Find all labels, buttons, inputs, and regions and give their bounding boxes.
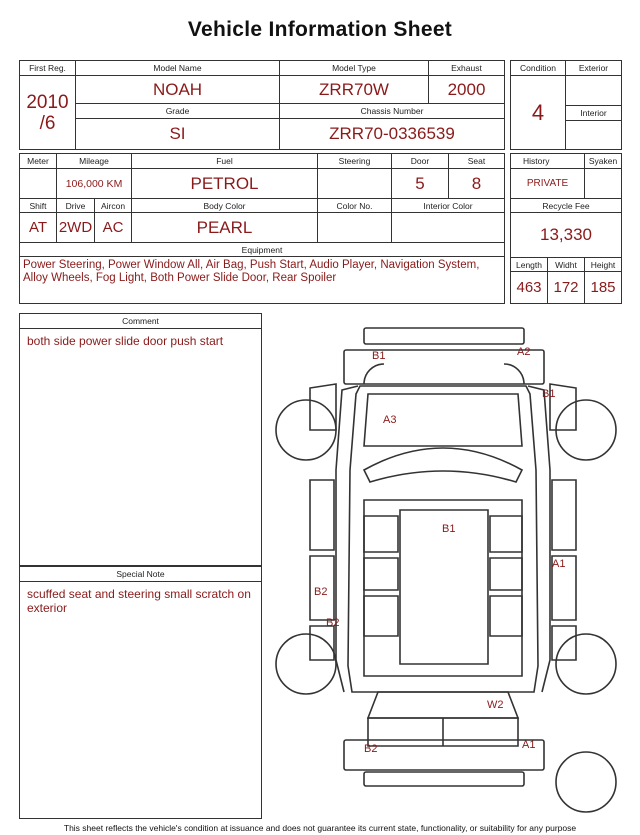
damage-mark: B1 — [542, 388, 556, 400]
condition-grid — [510, 60, 622, 150]
mileage-value: 106,000 KM — [57, 169, 132, 199]
drive-value: 2WD — [57, 213, 95, 243]
meter-label: Meter — [20, 154, 57, 169]
damage-mark: B1 — [442, 523, 456, 535]
history-value: PRIVATE — [511, 169, 585, 199]
damage-mark: B1 — [372, 350, 386, 362]
comment-text: both side power slide door push start — [27, 334, 224, 348]
interior-color-label: Interior Color — [392, 199, 505, 213]
body-color-value: PEARL — [132, 213, 318, 243]
aircon-label: Aircon — [95, 199, 132, 213]
width-value: 172 — [548, 272, 585, 304]
interior-value — [566, 121, 622, 150]
condition-label: Condition — [511, 61, 566, 76]
interior-label: Interior — [566, 106, 622, 121]
first-reg-month: /6 — [39, 112, 56, 134]
shift-label: Shift — [20, 199, 57, 213]
first-reg-label: First Reg. — [20, 61, 76, 76]
grade-value: SI — [76, 119, 280, 150]
body-color-label: Body Color — [132, 199, 318, 213]
history-label: History — [511, 154, 585, 169]
car-damage-diagram — [268, 320, 618, 820]
shift-value: AT — [20, 213, 57, 243]
door-label: Door — [392, 154, 449, 169]
history-grid — [510, 153, 622, 304]
mileage-label: Mileage — [57, 154, 132, 169]
chassis-number-value: ZRR70-0336539 — [280, 119, 505, 150]
first-reg-cell — [20, 76, 76, 150]
exhaust-value: 2000 — [429, 76, 505, 104]
chassis-number-label: Chassis Number — [280, 104, 505, 119]
grade-label: Grade — [76, 104, 280, 119]
fuel-label: Fuel — [132, 154, 318, 169]
model-type-label: Model Type — [280, 61, 429, 76]
steering-label: Steering — [318, 154, 392, 169]
spec-grid — [19, 153, 505, 304]
door-value: 5 — [392, 169, 449, 199]
damage-mark: A1 — [552, 558, 566, 570]
footer-disclaimer: This sheet reflects the vehicle's condition at issuance and does not guarantee its current state, functionality, or suitability for any purpose — [63, 823, 577, 833]
first-reg-year: 2010 — [26, 91, 69, 113]
meter-value — [20, 169, 57, 199]
car-outline — [268, 320, 618, 820]
model-name-label: Model Name — [76, 61, 280, 76]
exhaust-label: Exhaust — [429, 61, 505, 76]
top-info-grid — [19, 60, 505, 150]
damage-mark: A2 — [517, 346, 531, 358]
color-no-value — [318, 213, 392, 243]
comment-box — [19, 313, 262, 566]
width-label: Widht — [548, 258, 585, 272]
seat-label: Seat — [449, 154, 505, 169]
damage-mark: B2 — [326, 617, 340, 629]
syaken-label: Syaken — [585, 154, 622, 169]
recycle-fee-value: 13,330 — [511, 213, 622, 258]
damage-mark: A1 — [522, 739, 536, 751]
condition-value: 4 — [511, 76, 566, 150]
damage-mark: B2 — [314, 586, 328, 598]
interior-color-value — [392, 213, 505, 243]
special-note-text: scuffed seat and steering small scratch on exterior — [27, 587, 251, 615]
damage-mark: B2 — [364, 743, 378, 755]
height-label: Height — [585, 258, 622, 272]
fuel-value: PETROL — [132, 169, 318, 199]
equipment-cell — [20, 257, 505, 304]
syaken-value — [585, 169, 622, 199]
comment-label: Comment — [20, 314, 261, 329]
page-title: Vehicle Information Sheet — [187, 18, 453, 41]
special-note-box — [19, 566, 262, 819]
exterior-label: Exterior — [566, 61, 622, 76]
height-value: 185 — [585, 272, 622, 304]
recycle-fee-label: Recycle Fee — [511, 199, 622, 213]
exterior-value — [566, 76, 622, 106]
damage-mark: W2 — [487, 699, 504, 711]
color-no-label: Color No. — [318, 199, 392, 213]
drive-label: Drive — [57, 199, 95, 213]
aircon-value: AC — [95, 213, 132, 243]
special-note-label: Special Note — [20, 567, 261, 582]
length-label: Length — [511, 258, 548, 272]
length-value: 463 — [511, 272, 548, 304]
steering-value — [318, 169, 392, 199]
equipment-label: Equipment — [20, 243, 505, 257]
damage-mark: A3 — [383, 414, 397, 426]
seat-value: 8 — [449, 169, 505, 199]
model-name-value: NOAH — [76, 76, 280, 104]
model-type-value: ZRR70W — [280, 76, 429, 104]
equipment-value: Power Steering, Power Window All, Air Bag, Push Start, Audio Player, Navigation System, Alloy Wheels, Fog Light, Both Power Slide Door, Rear Spoiler — [23, 259, 480, 284]
